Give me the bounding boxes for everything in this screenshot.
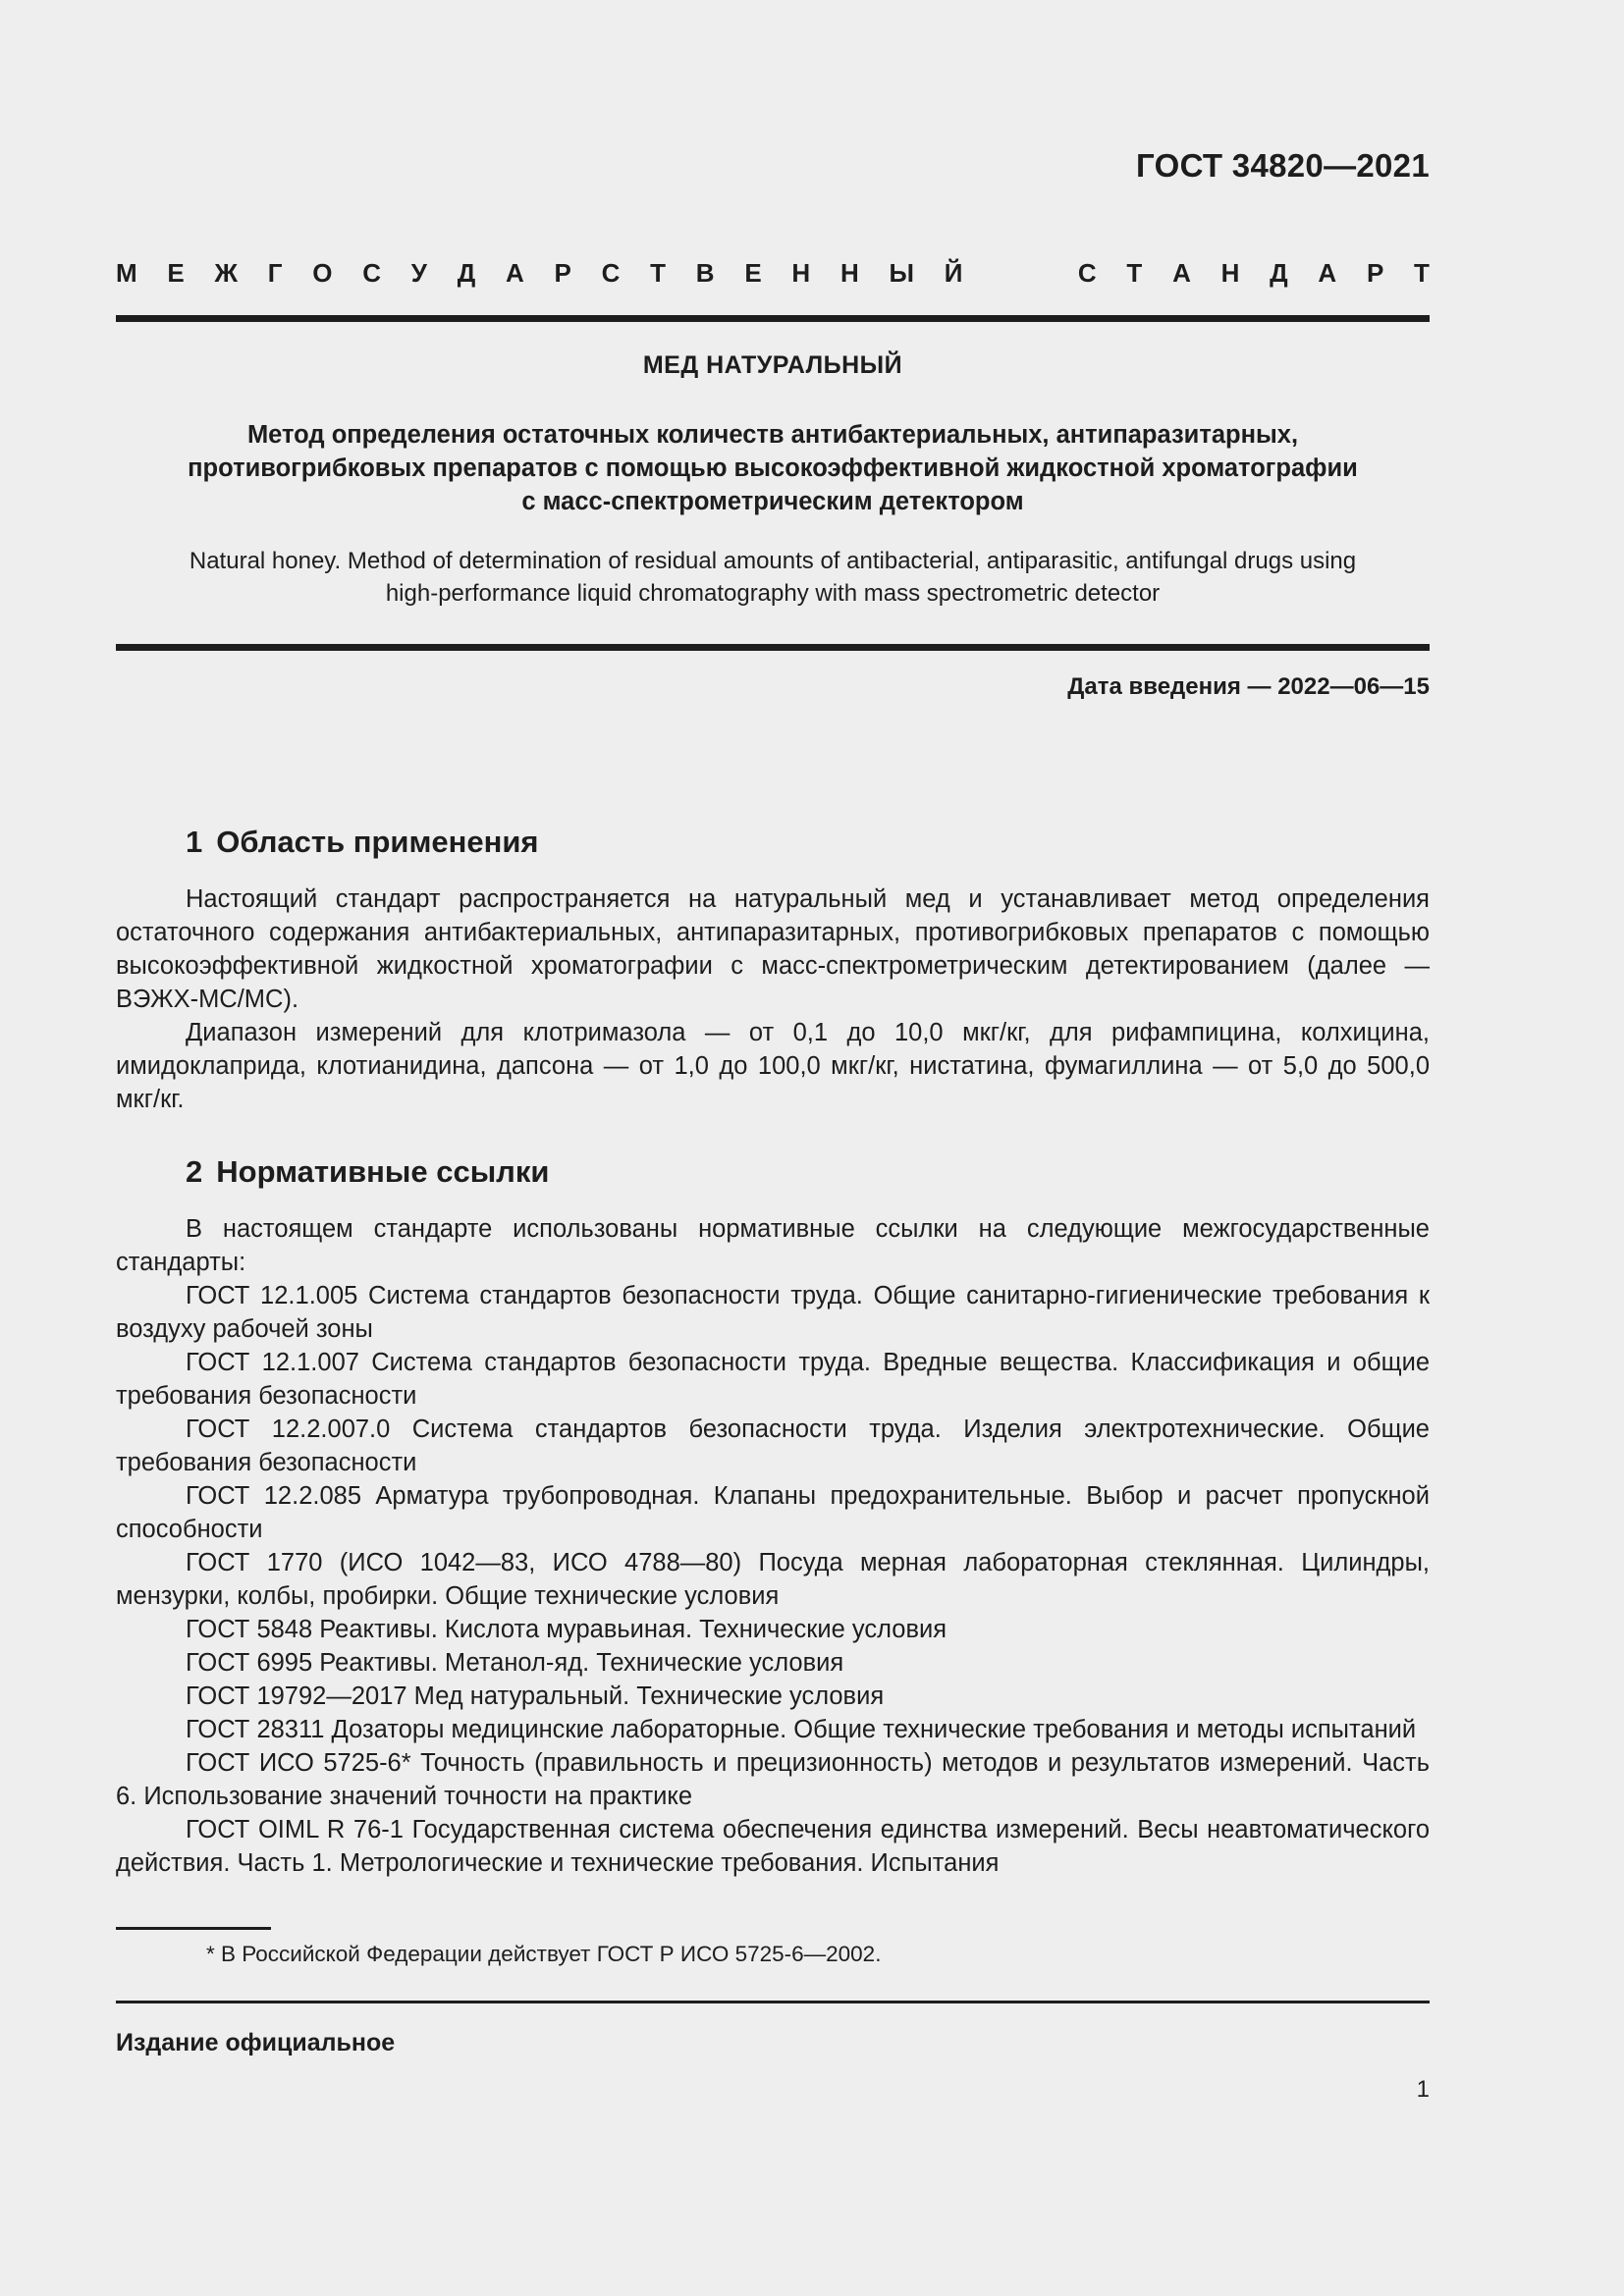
banner-letter: Д xyxy=(457,257,476,288)
footnote: * В Российской Федерации действует ГОСТ Р ИСО 5725-6—2002. xyxy=(206,1942,882,1966)
reference-item: ГОСТ 12.2.007.0 Система стандартов безопасности труда. Изделия электротехнические. Общие требования безопасности xyxy=(116,1415,1430,1476)
paragraph: Настоящий стандарт распространяется на натуральный мед и устанавливает метод определения остаточного содержания антибактериальных, антипаразитарных, противогрибковых препаратов с помощью высокоэффективной жидкостной хроматографии с масс-спектрометрическим детектированием (далее — ВЭЖХ-МС/МС). xyxy=(116,885,1430,1013)
reference-item: ГОСТ ИСО 5725-6* Точность (правильность и прецизионность) методов и результатов измерений. Часть 6. Использование значений точности на практике xyxy=(116,1749,1430,1810)
banner-letter: Т xyxy=(650,257,667,288)
subtitle-english xyxy=(116,545,1430,610)
banner-letter: Н xyxy=(839,257,859,288)
subtitle-ru-line: с масс-спектрометрическим детектором xyxy=(521,488,1024,515)
section-2-heading xyxy=(186,1154,549,1190)
subtitle-ru-line: противогрибковых препаратов с помощью высокоэффективной жидкостной хроматографии xyxy=(188,454,1358,482)
section-number: 2 xyxy=(186,1154,203,1189)
banner-letter: Й xyxy=(944,257,963,288)
title-divider xyxy=(116,644,1430,651)
introduction-date: Дата введения — 2022—06—15 xyxy=(1067,673,1430,700)
reference-item: ГОСТ 28311 Дозаторы медицинские лабораторные. Общие технические требования и методы испытаний xyxy=(186,1716,1417,1743)
banner-letter: Н xyxy=(1220,257,1240,288)
reference-item: ГОСТ 6995 Реактивы. Метанол-яд. Технические условия xyxy=(186,1649,844,1677)
reference-item: ГОСТ 12.1.005 Система стандартов безопасности труда. Общие санитарно-гигиенические требования к воздуху рабочей зоны xyxy=(116,1282,1430,1343)
subtitle-ru-line: Метод определения остаточных количеств антибактериальных, антипаразитарных, xyxy=(246,421,1299,449)
subtitle-en-line: Natural honey. Method of determination of residual amounts of antibacterial, antiparasitic, antifungal drugs using xyxy=(189,548,1357,574)
banner-letter: У xyxy=(410,257,427,288)
banner-letter: Г xyxy=(267,257,283,288)
banner-letter: Р xyxy=(554,257,571,288)
reference-item: ГОСТ 19792—2017 Мед натуральный. Технические условия xyxy=(186,1682,885,1710)
section-number: 1 xyxy=(186,825,203,859)
banner-letter: А xyxy=(1172,257,1191,288)
banner-letter: О xyxy=(312,257,333,288)
section-title: Нормативные ссылки xyxy=(216,1154,550,1189)
banner-letter: М xyxy=(116,257,137,288)
banner-letter: Н xyxy=(791,257,811,288)
reference-item: ГОСТ 5848 Реактивы. Кислота муравьиная. Технические условия xyxy=(186,1616,947,1643)
official-edition-label: Издание официальное xyxy=(116,2029,396,2056)
reference-item: ГОСТ 1770 (ИСО 1042—83, ИСО 4788—80) Посуда мерная лабораторная стеклянная. Цилиндры, мензурки, колбы, пробирки. Общие технические условия xyxy=(116,1549,1430,1610)
gost-number: ГОСТ 34820—2021 xyxy=(1136,147,1430,184)
banner-letter: А xyxy=(506,257,524,288)
banner-letter: С xyxy=(1077,257,1097,288)
reference-item: ГОСТ 12.2.085 Арматура трубопроводная. Клапаны предохранительные. Выбор и расчет пропускной способности xyxy=(116,1482,1430,1543)
banner-letter: Т xyxy=(1414,257,1430,288)
banner-letter: Т xyxy=(1126,257,1143,288)
banner-letter: Д xyxy=(1270,257,1288,288)
section-title: Область применения xyxy=(216,825,539,859)
banner-letter: Ы xyxy=(889,257,914,288)
banner-letter: А xyxy=(1318,257,1337,288)
banner-letter: Е xyxy=(167,257,185,288)
banner-letter: В xyxy=(695,257,715,288)
section-2-body xyxy=(116,1212,1430,1880)
section-1-heading xyxy=(186,825,539,860)
banner-letter: Е xyxy=(744,257,762,288)
header-divider xyxy=(116,315,1430,322)
banner-letter: С xyxy=(362,257,382,288)
paragraph: В настоящем стандарте использованы нормативные ссылки на следующие межгосударственные стандарты: xyxy=(116,1215,1430,1276)
banner-letter: Р xyxy=(1366,257,1384,288)
interstate-standard-banner xyxy=(116,253,1430,293)
footer-divider xyxy=(116,2001,1430,2003)
page-number: 1 xyxy=(1416,2076,1430,2103)
subtitle-russian xyxy=(116,418,1430,518)
banner-letter: Ж xyxy=(214,257,239,288)
document-title: МЕД НАТУРАЛЬНЫЙ xyxy=(642,351,903,379)
section-1-body xyxy=(116,882,1430,1116)
reference-item: ГОСТ 12.1.007 Система стандартов безопасности труда. Вредные вещества. Классификация и общие требования безопасности xyxy=(116,1349,1430,1410)
subtitle-en-line: high-performance liquid chromatography with mass spectrometric detector xyxy=(385,580,1161,607)
reference-item: ГОСТ OIML R 76-1 Государственная система обеспечения единства измерений. Весы неавтоматического действия. Часть 1. Метрологические и технические требования. Испытания xyxy=(116,1816,1430,1877)
footnote-divider xyxy=(116,1927,271,1930)
banner-letter: С xyxy=(601,257,621,288)
paragraph: Диапазон измерений для клотримазола — от 0,1 до 10,0 мкг/кг, для рифампицина, колхицина, имидоклаприда, клотианидина, дапсона — от 1,0 до 100,0 мкг/кг, нистатина, фумагиллина — от 5,0 до 500,0 мкг/кг. xyxy=(116,1019,1430,1113)
